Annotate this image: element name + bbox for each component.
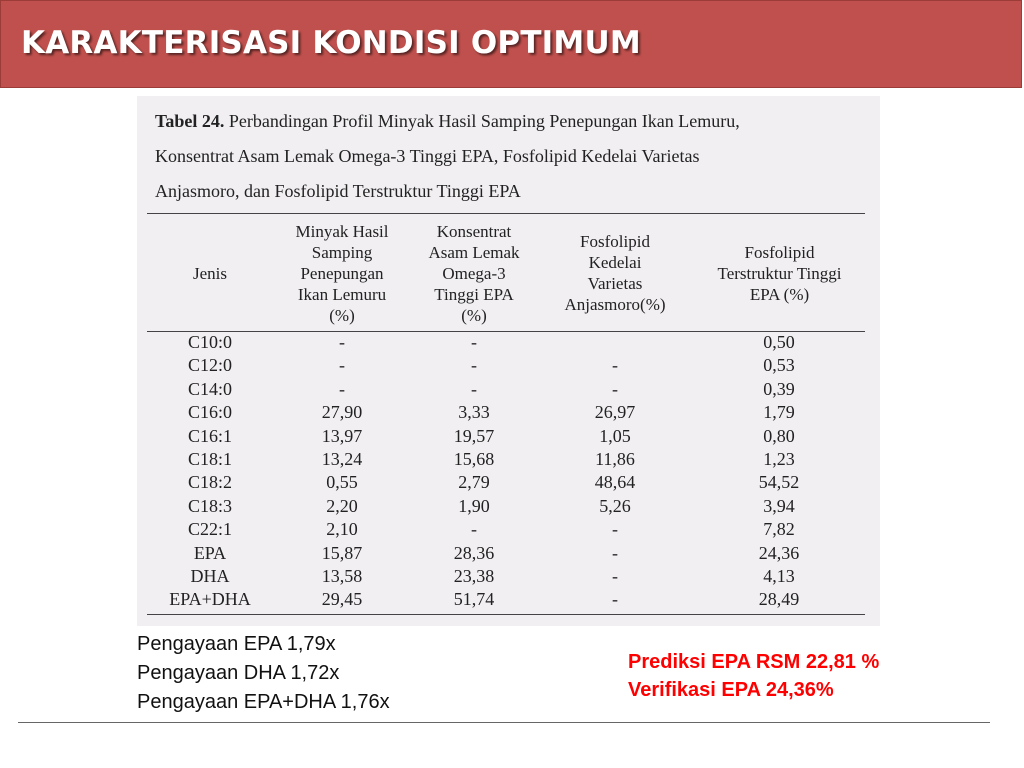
table-cell: 29,45 [321,589,363,610]
table-cell: - [471,332,477,352]
header-minyak-text: Minyak Hasil Samping Penepungan Ikan Lemuru (%) [295,221,389,325]
table-cell: - [612,355,618,376]
table-bottom-rule [147,614,865,615]
table-cell: 13,24 [321,449,363,469]
table-cell: 3,33 [458,402,490,423]
table-row [137,355,880,376]
table-cell: - [612,519,618,540]
table-cell: 4,13 [763,566,795,586]
table-cell: 26,97 [594,402,636,423]
table-cell: 28,49 [758,589,800,610]
table-row [137,496,880,517]
table-row [137,449,880,470]
table-cell: C22:1 [187,519,232,540]
header-fosfolipid-terstruktur [692,216,867,330]
table-cell: 27,90 [321,402,363,423]
table-cell: 15,68 [453,449,495,469]
table-cell: 13,97 [321,425,363,446]
table-cell: - [339,332,345,352]
table-cell: - [339,378,345,399]
table-cell: 0,53 [763,355,795,376]
header-jenis [155,216,265,330]
table-cell: EPA [193,542,227,563]
caption-line-3: Anjasmoro, dan Fosfolipid Terstruktur Tinggi EPA [155,181,521,201]
table-cell: 23,38 [453,566,495,586]
table-cell: 0,80 [763,425,795,446]
header-fosfolipid-kedelai [545,216,685,330]
table-cell: 0,55 [326,472,358,493]
table-row [137,543,880,564]
table-cell: 1,79 [763,402,795,423]
table-cell: 15,87 [321,542,363,563]
table-cell: 1,90 [458,495,490,516]
table-cell: C18:2 [187,472,232,493]
table-cell: C12:0 [187,355,232,376]
table-cell: 5,26 [599,495,631,516]
table-cell: 0,50 [763,332,795,352]
table-cell: - [471,378,477,399]
table-cell: 11,86 [595,449,635,469]
header-jenis-text: Jenis [193,263,227,283]
table-row [137,332,880,353]
table-cell: - [612,566,618,586]
table-cell: 51,74 [453,589,495,610]
table-cell: 3,94 [763,495,795,516]
table-cell: C18:1 [187,449,232,469]
table-row [137,402,880,423]
table-cell: 48,64 [594,472,636,493]
title-bar [0,0,1022,88]
table-cell: 7,82 [763,519,795,540]
slide-title: KARAKTERISASI KONDISI OPTIMUM [21,25,641,61]
table-cell: 2,79 [458,472,490,493]
prediction-block [628,648,879,704]
table-cell: - [471,355,477,376]
enrichment-notes [137,630,390,717]
caption-label: Tabel 24. [155,111,225,131]
note-dha: Pengayaan DHA 1,72x [137,662,340,684]
table-cell: 13,58 [321,566,363,586]
table-cell: C16:0 [187,402,232,423]
table-cell: C10:0 [187,332,232,352]
table-row [137,566,880,587]
table-row [137,519,880,540]
prediction-rsm: Prediksi EPA RSM 22,81 % [628,651,880,673]
table-row [137,379,880,400]
table-cell: C18:3 [187,495,232,516]
table-cell: C16:1 [187,425,232,446]
table-cell: 2,20 [326,495,358,516]
table-cell: DHA [190,566,230,586]
footer-divider [18,722,990,723]
table-caption [155,104,860,209]
table-cell: C14:0 [187,378,232,399]
note-epa-dha: Pengayaan EPA+DHA 1,76x [137,691,390,713]
table-cell: - [612,378,618,399]
caption-line-2: Konsentrat Asam Lemak Omega-3 Tinggi EPA, Fosfolipid Kedelai Varietas [155,146,700,166]
caption-line-1 [155,104,860,139]
table-cell: - [471,519,477,540]
table-cell: EPA+DHA [169,589,251,610]
verification-epa: Verifikasi EPA 24,36% [628,679,834,701]
table-cell: 1,05 [599,425,631,446]
header-fosfolipid-terstruktur-text: Fosfolipid Terstruktur Tinggi EPA (%) [717,242,842,304]
table-cell: 54,52 [758,472,800,493]
table-cell: 19,57 [453,425,495,446]
header-konsentrat-text: Konsentrat Asam Lemak Omega-3 Tinggi EPA (%) [428,221,520,325]
note-epa: Pengayaan EPA 1,79x [137,633,336,655]
table-cell: - [612,589,618,610]
header-minyak [277,216,407,330]
table-cell: 28,36 [453,542,495,563]
table-cell: 2,10 [326,519,358,540]
header-fosfolipid-kedelai-text: Fosfolipid Kedelai Varietas Anjasmoro(%) [564,232,666,314]
table-row [137,472,880,493]
table-cell: - [339,355,345,376]
table-top-rule [147,213,865,214]
table-cell: 0,39 [763,378,795,399]
caption-line-1-text: Perbandingan Profil Minyak Hasil Samping Penepungan Ikan Lemuru, [228,111,740,131]
table-row [137,589,880,610]
table-row [137,426,880,447]
table-cell: 24,36 [758,542,800,563]
header-konsentrat [409,216,539,330]
table-cell: - [612,542,618,563]
table-cell: 1,23 [763,449,795,469]
table-image [137,96,880,626]
